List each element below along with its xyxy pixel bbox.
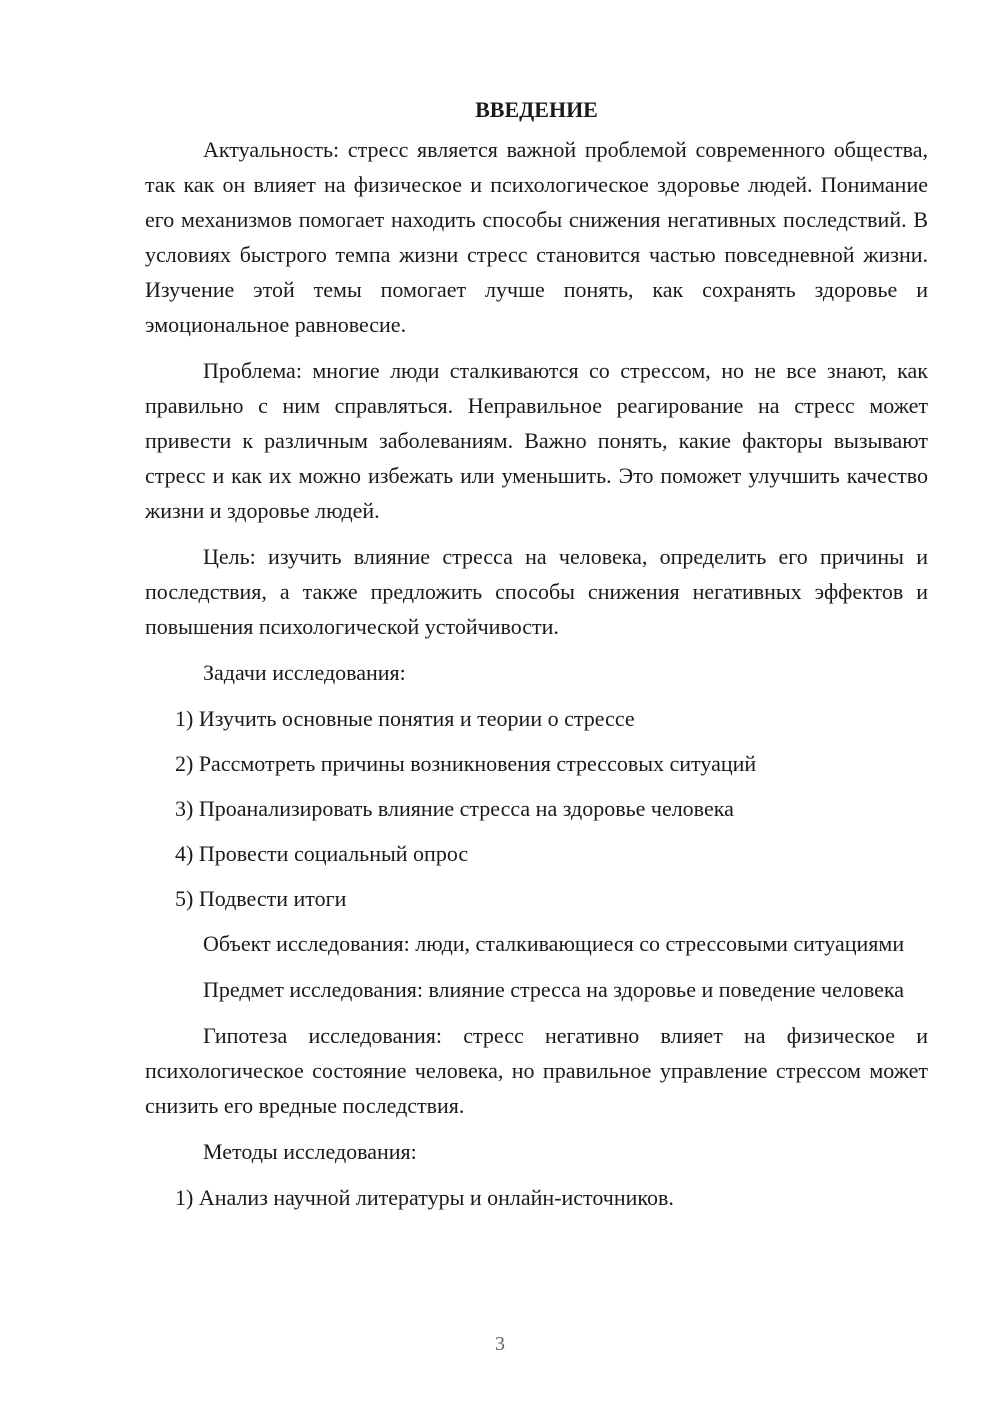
method-item: 1) Анализ научной литературы и онлайн-источников. bbox=[175, 1185, 674, 1210]
methods-list bbox=[145, 1180, 928, 1215]
task-item: 4) Провести социальный опрос bbox=[175, 841, 469, 866]
task-item: 2) Рассмотреть причины возникновения стрессовых ситуаций bbox=[175, 751, 757, 776]
object-paragraph: Объект исследования: люди, сталкивающиеся со стрессовыми ситуациями bbox=[203, 931, 905, 956]
task-item: 3) Проанализировать влияние стресса на здоровье человека bbox=[175, 796, 734, 821]
goal-paragraph: Цель: изучить влияние стресса на человека, определить его причины и последствия, а также предложить способы снижения негативных эффектов и повышения психологической устойчивости. bbox=[145, 544, 928, 639]
relevance-paragraph: Актуальность: стресс является важной проблемой современного общества, так как он влияет на физическое и психологическое здоровье людей. Понимание его механизмов помогает находить способы снижения негативных последствий. В условиях быстрого темпа жизни стресс становится частью повседневной жизни. Изучение этой темы помогает лучше понять, как сохранять здоровье и эмоциональное равновесие. bbox=[145, 137, 928, 337]
tasks-heading: Задачи исследования: bbox=[203, 660, 406, 685]
page-number: 3 bbox=[495, 1333, 505, 1355]
hypothesis-paragraph: Гипотеза исследования: стресс негативно влияет на физическое и психологическое состояние человека, но правильное управление стрессом может снизить его вредные последствия. bbox=[145, 1023, 928, 1118]
page-content bbox=[145, 92, 928, 1225]
subject-paragraph: Предмет исследования: влияние стресса на здоровье и поведение человека bbox=[203, 977, 904, 1002]
task-item: 1) Изучить основные понятия и теории о стрессе bbox=[175, 706, 635, 731]
task-item: 5) Подвести итоги bbox=[175, 886, 347, 911]
methods-heading: Методы исследования: bbox=[203, 1139, 417, 1164]
problem-paragraph: Проблема: многие люди сталкиваются со стрессом, но не все знают, как правильно с ним справляться. Неправильное реагирование на стресс может привести к различным заболеваниям. Важно понять, какие факторы вызывают стресс и как их можно избежать или уменьшить. Это поможет улучшить качество жизни и здоровье людей. bbox=[145, 358, 928, 523]
tasks-list bbox=[145, 701, 928, 916]
section-title: ВВЕДЕНИЕ bbox=[475, 97, 598, 122]
